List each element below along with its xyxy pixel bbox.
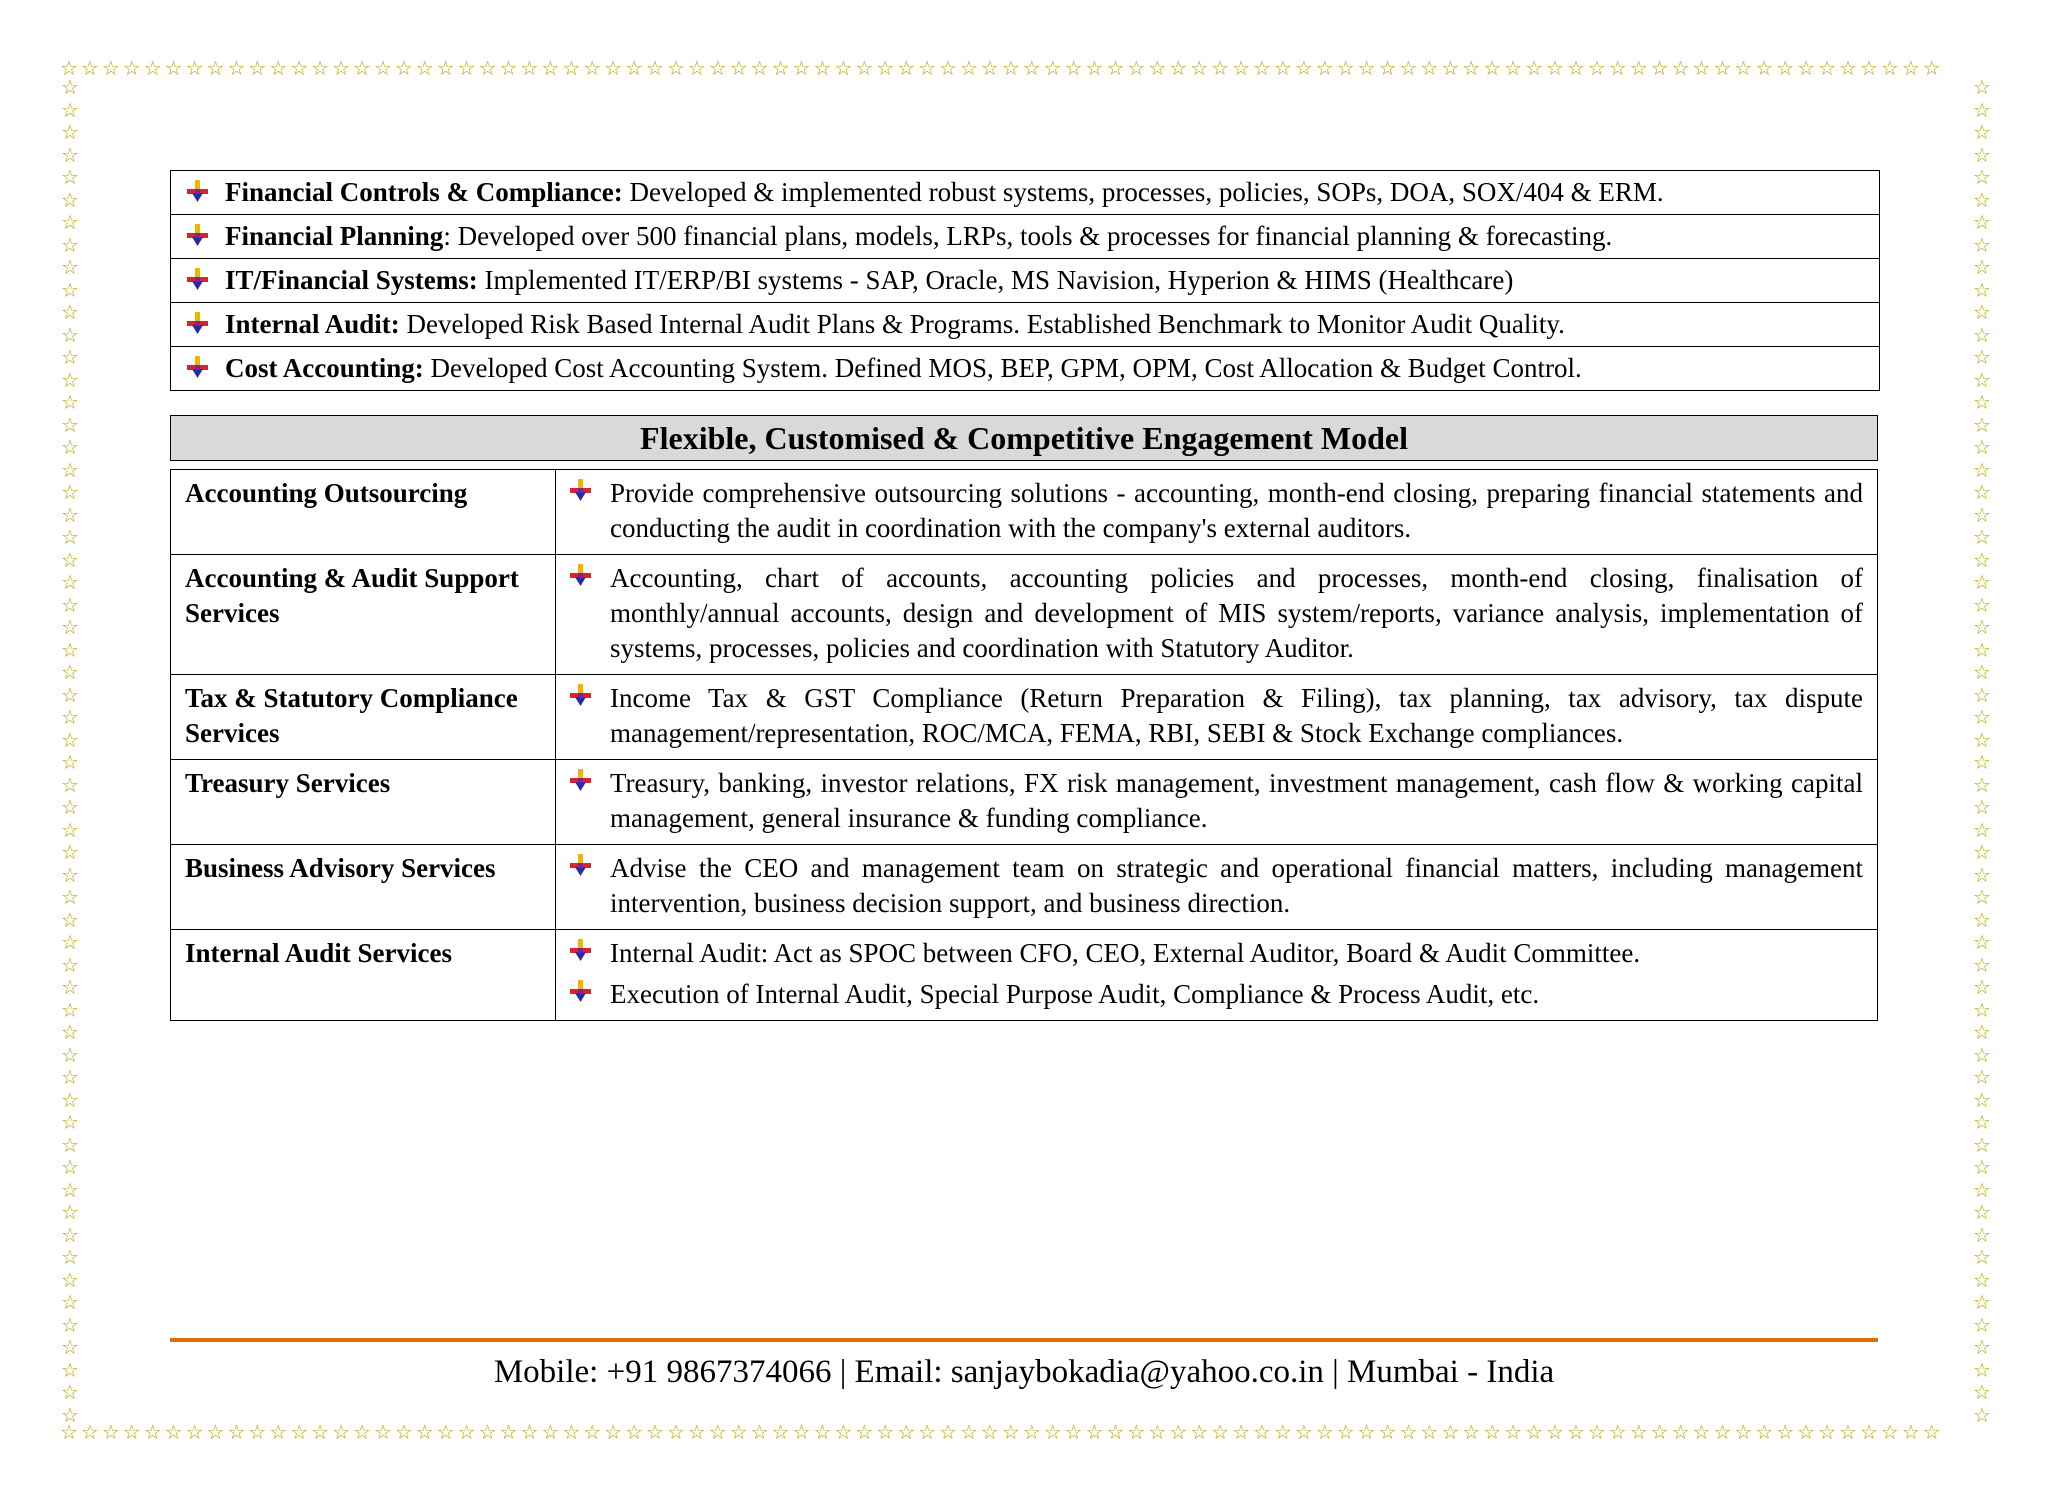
service-item-text: Income Tax & GST Compliance (Return Preparation & Filing), tax planning, tax advisory, tax dispute management/representation, ROC/MCA, FEMA, RBI, SEBI & Stock Exchange compliances. [610, 683, 1863, 748]
arrow-bullet-icon [568, 561, 594, 587]
service-item-text: Advise the CEO and management team on strategic and operational financial matters, including management intervention, business decision support, and business direction. [610, 853, 1863, 918]
engagement-row [171, 555, 1877, 675]
highlight-row [171, 171, 1879, 215]
highlight-text: Developed Risk Based Internal Audit Plans & Programs. Established Benchmark to Monitor Audit Quality. [399, 309, 1565, 339]
service-item [568, 936, 1863, 971]
service-item-text: Internal Audit: Act as SPOC between CFO, CEO, External Auditor, Board & Audit Committee. [610, 938, 1641, 968]
arrow-bullet-icon [568, 476, 594, 502]
engagement-row [171, 930, 1877, 1020]
highlight-text: Developed & implemented robust systems, processes, policies, SOPs, DOA, SOX/404 & ERM. [622, 177, 1664, 207]
highlight-title: Financial Controls & Compliance: [225, 177, 623, 207]
arrow-bullet-icon [568, 977, 594, 1003]
engagement-row [171, 845, 1877, 930]
engagement-model-table [170, 469, 1878, 1021]
service-description [556, 930, 1877, 1020]
service-description [556, 675, 1877, 759]
highlight-row [171, 303, 1879, 347]
service-item-text: Accounting, chart of accounts, accounting policies and processes, month-end closing, finalisation of monthly/annual accounts, design and development of MIS system/reports, variance analysis, implementation of systems, processes, policies and coordination with Statutory Auditor. [610, 563, 1863, 663]
highlight-row [171, 259, 1879, 303]
highlight-text: Developed Cost Accounting System. Defined MOS, BEP, GPM, OPM, Cost Allocation & Budget Control. [423, 353, 1582, 383]
highlight-text: Implemented IT/ERP/BI systems - SAP, Oracle, MS Navision, Hyperion & HIMS (Healthcare) [477, 265, 1514, 295]
service-description [556, 555, 1877, 674]
star-border-bottom: ☆☆☆☆☆☆☆☆☆☆☆☆☆☆☆☆☆☆☆☆☆☆☆☆☆☆☆☆☆☆☆☆☆☆☆☆☆☆☆☆☆☆☆☆☆☆☆☆☆☆☆☆☆☆☆☆☆☆☆☆☆☆☆☆☆☆☆☆☆☆☆☆☆☆☆☆☆☆☆☆☆☆☆☆☆☆☆☆☆☆ [60, 1420, 1944, 1444]
star-border-top: ☆☆☆☆☆☆☆☆☆☆☆☆☆☆☆☆☆☆☆☆☆☆☆☆☆☆☆☆☆☆☆☆☆☆☆☆☆☆☆☆☆☆☆☆☆☆☆☆☆☆☆☆☆☆☆☆☆☆☆☆☆☆☆☆☆☆☆☆☆☆☆☆☆☆☆☆☆☆☆☆☆☆☆☆☆☆☆☆☆☆ [60, 56, 1944, 80]
arrow-bullet-icon [568, 936, 594, 962]
arrow-bullet-icon [185, 177, 211, 203]
page-content [170, 170, 1878, 1021]
arrow-bullet-icon [185, 353, 211, 379]
engagement-row [171, 470, 1877, 555]
service-item [568, 561, 1863, 666]
highlights-table [170, 170, 1880, 391]
arrow-bullet-icon [568, 681, 594, 707]
highlight-text: : Developed over 500 financial plans, models, LRPs, tools & processes for financial planning & forecasting. [443, 221, 1613, 251]
arrow-bullet-icon [185, 221, 211, 247]
arrow-bullet-icon [185, 265, 211, 291]
service-item [568, 681, 1863, 751]
service-item-text: Treasury, banking, investor relations, FX risk management, investment management, cash flow & working capital management, general insurance & funding compliance. [610, 768, 1863, 833]
service-name: Accounting Outsourcing [171, 470, 556, 554]
highlight-title: Internal Audit: [225, 309, 400, 339]
service-item-text: Provide comprehensive outsourcing solutions - accounting, month-end closing, preparing financial statements and conducting the audit in coordination with the company's external auditors. [610, 478, 1863, 543]
service-name: Accounting & Audit Support Services [171, 555, 556, 674]
service-description [556, 845, 1877, 929]
service-item [568, 977, 1863, 1012]
engagement-row [171, 675, 1877, 760]
footer-divider [170, 1338, 1878, 1342]
service-description [556, 760, 1877, 844]
highlight-title: IT/Financial Systems: [225, 265, 478, 295]
service-name: Treasury Services [171, 760, 556, 844]
service-item [568, 476, 1863, 546]
service-name: Internal Audit Services [171, 930, 556, 1020]
service-item [568, 851, 1863, 921]
engagement-row [171, 760, 1877, 845]
footer-contact: Mobile: +91 9867374066 | Email: sanjaybokadia@yahoo.co.in | Mumbai - India [493, 1354, 1555, 1390]
highlight-title: Cost Accounting: [225, 353, 424, 383]
service-description [556, 470, 1877, 554]
highlight-title: Financial Planning [225, 221, 444, 251]
service-item-text: Execution of Internal Audit, Special Purpose Audit, Compliance & Process Audit, etc. [610, 979, 1540, 1009]
arrow-bullet-icon [568, 851, 594, 877]
arrow-bullet-icon [568, 766, 594, 792]
highlight-row [171, 215, 1879, 259]
engagement-model-title: Flexible, Customised & Competitive Engagement Model [170, 415, 1878, 461]
highlight-row [171, 347, 1879, 390]
star-border-right: ☆☆☆☆☆☆☆☆☆☆☆☆☆☆☆☆☆☆☆☆☆☆☆☆☆☆☆☆☆☆☆☆☆☆☆☆☆☆☆☆☆☆☆☆☆☆☆☆☆☆☆☆☆☆☆☆☆☆☆☆ [1973, 76, 1991, 1426]
service-name: Business Advisory Services [171, 845, 556, 929]
service-name: Tax & Statutory Compliance Services [171, 675, 556, 759]
service-item [568, 766, 1863, 836]
arrow-bullet-icon [185, 309, 211, 335]
star-border-left: ☆☆☆☆☆☆☆☆☆☆☆☆☆☆☆☆☆☆☆☆☆☆☆☆☆☆☆☆☆☆☆☆☆☆☆☆☆☆☆☆☆☆☆☆☆☆☆☆☆☆☆☆☆☆☆☆☆☆☆☆ [61, 76, 79, 1426]
